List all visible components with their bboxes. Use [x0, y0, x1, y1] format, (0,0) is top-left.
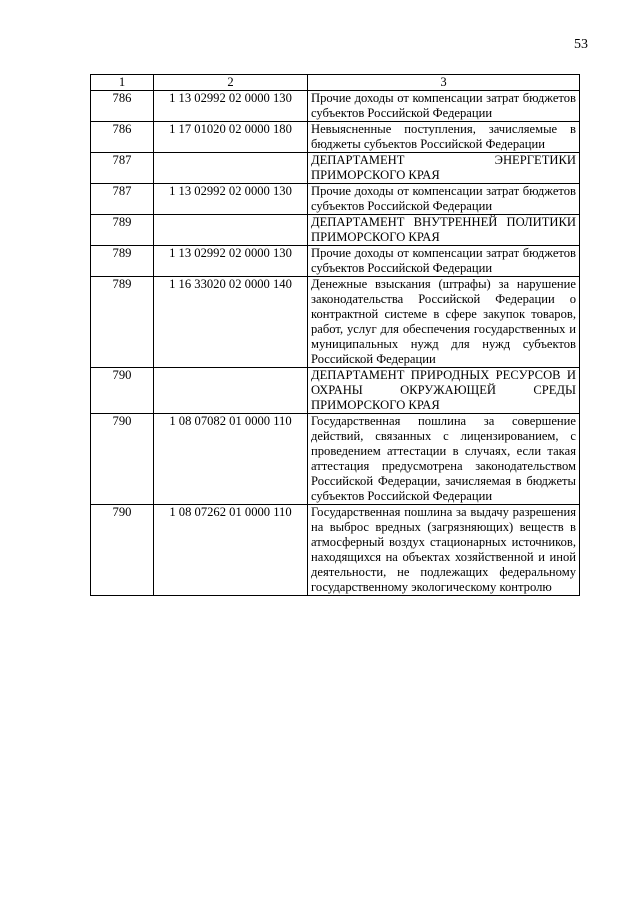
admin-code-cell: 787: [91, 153, 154, 184]
header-col-2: 2: [154, 75, 308, 91]
admin-code-cell: 789: [91, 246, 154, 277]
admin-code-cell: 790: [91, 414, 154, 505]
admin-code-cell: 790: [91, 505, 154, 596]
kbk-code-cell: 1 13 02992 02 0000 130: [154, 184, 308, 215]
table-row: [91, 277, 580, 368]
table-row: [91, 414, 580, 505]
income-name-cell: Государственная пошлина за выдачу разрешения на выброс вредных (загрязняющих) веществ в атмосферный воздух стационарных источников, находящихся на объектах хозяйственной и иной деятельности, не подлежащих федеральному государственному экологическому контролю: [308, 505, 580, 596]
income-name-cell: Прочие доходы от компенсации затрат бюджетов субъектов Российской Федерации: [308, 246, 580, 277]
department-name-cell: ДЕПАРТАМЕНТ ЭНЕРГЕТИКИ ПРИМОРСКОГО КРАЯ: [308, 153, 580, 184]
table-row: [91, 153, 580, 184]
table-row: [91, 215, 580, 246]
page-number: 53: [574, 37, 588, 52]
income-name-cell: Государственная пошлина за совершение действий, связанных с лицензированием, с проведением аттестации в случаях, если такая аттестация предусмотрена законодательством Российской Федерации, зачисляемая в бюджеты субъектов Российской Федерации: [308, 414, 580, 505]
kbk-code-cell: 1 13 02992 02 0000 130: [154, 246, 308, 277]
table-row: [91, 122, 580, 153]
admin-code-cell: 786: [91, 122, 154, 153]
income-name-cell: Прочие доходы от компенсации затрат бюджетов субъектов Российской Федерации: [308, 184, 580, 215]
income-name-cell: Невыясненные поступления, зачисляемые в бюджеты субъектов Российской Федерации: [308, 122, 580, 153]
kbk-code-cell: 1 08 07082 01 0000 110: [154, 414, 308, 505]
admin-code-cell: 787: [91, 184, 154, 215]
kbk-code-cell: 1 17 01020 02 0000 180: [154, 122, 308, 153]
table-row: [91, 184, 580, 215]
department-name-cell: ДЕПАРТАМЕНТ ВНУТРЕННЕЙ ПОЛИТИКИ ПРИМОРСКОГО КРАЯ: [308, 215, 580, 246]
admin-code-cell: 786: [91, 91, 154, 122]
kbk-code-cell: 1 08 07262 01 0000 110: [154, 505, 308, 596]
table-row: [91, 91, 580, 122]
header-col-1: 1: [91, 75, 154, 91]
admin-code-cell: 790: [91, 368, 154, 414]
income-name-cell: Прочие доходы от компенсации затрат бюджетов субъектов Российской Федерации: [308, 91, 580, 122]
kbk-code-cell: 1 13 02992 02 0000 130: [154, 91, 308, 122]
table-row: [91, 368, 580, 414]
admin-code-cell: 789: [91, 215, 154, 246]
budget-classification-table: [90, 74, 580, 596]
department-name-cell: ДЕПАРТАМЕНТ ПРИРОДНЫХ РЕСУРСОВ И ОХРАНЫ ОКРУЖАЮЩЕЙ СРЕДЫ ПРИМОРСКОГО КРАЯ: [308, 368, 580, 414]
kbk-code-cell: [154, 215, 308, 246]
table-row: [91, 246, 580, 277]
table-row: [91, 505, 580, 596]
kbk-code-cell: [154, 368, 308, 414]
kbk-code-cell: 1 16 33020 02 0000 140: [154, 277, 308, 368]
income-name-cell: Денежные взыскания (штрафы) за нарушение законодательства Российской Федерации о контрактной системе в сфере закупок товаров, работ, услуг для обеспечения государственных и муниципальных нужд для нужд субъектов Российской Федерации: [308, 277, 580, 368]
header-col-3: 3: [308, 75, 580, 91]
admin-code-cell: 789: [91, 277, 154, 368]
kbk-code-cell: [154, 153, 308, 184]
table-header-row: [91, 75, 580, 91]
